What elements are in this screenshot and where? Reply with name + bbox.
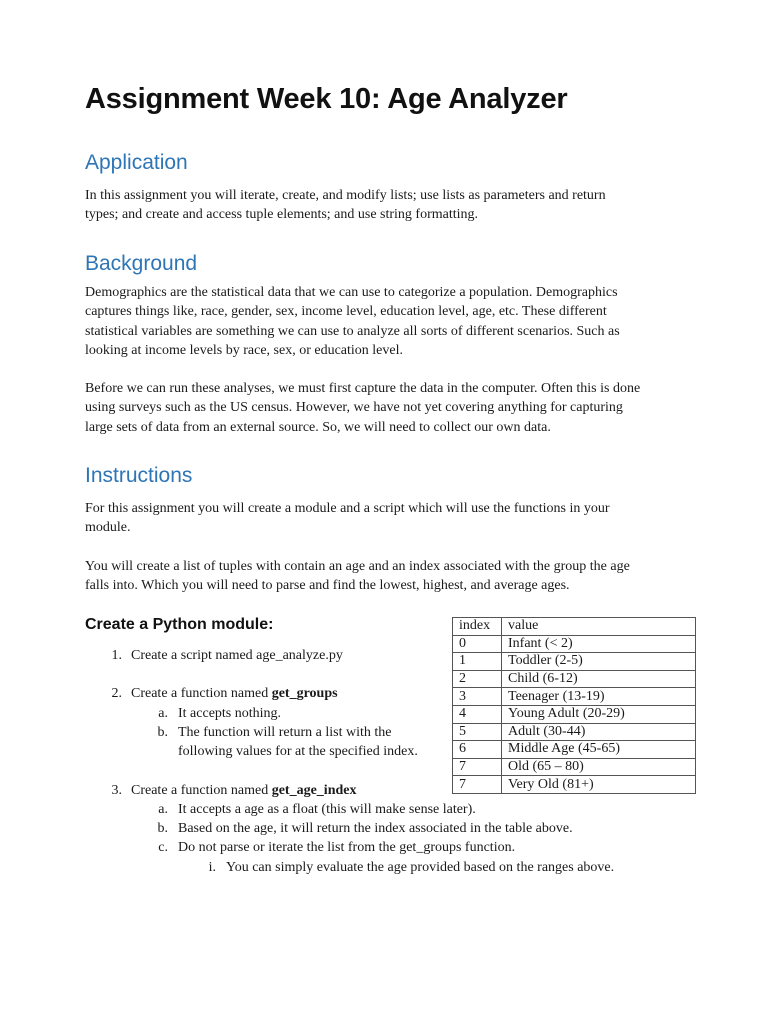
background-paragraph-2 [85, 379, 700, 437]
text-line: module. [85, 520, 131, 536]
list-item-text [178, 723, 418, 762]
application-paragraph [85, 186, 700, 225]
value-cell: Young Adult (20-29) [502, 705, 696, 723]
list-item-text: Create a function named [131, 686, 272, 701]
list-marker: a. [158, 706, 168, 721]
text-line: statistical variables are something we can use to analyze all sorts of different scenarios. Such as [85, 323, 620, 339]
table-row [453, 741, 696, 759]
text-line: using surveys such as the US census. However, we have not yet covering anything for capturing [85, 400, 623, 416]
text-line: You will create a list of tuples with contain an age and an index associated with the group the age [85, 559, 630, 574]
table-row [453, 670, 696, 688]
list-marker: a. [158, 802, 168, 817]
list-item-text: It accepts a age as a float (this will make sense later). [178, 802, 476, 817]
background-heading: Background [85, 252, 198, 275]
table-header-row [453, 618, 696, 636]
function-name-get-age-index: get_age_index [271, 783, 357, 798]
application-heading: Application [85, 151, 188, 174]
text-line: In this assignment you will iterate, create, and modify lists; use lists as parameters and return [85, 188, 606, 203]
list-item-text: Do not parse or iterate the list from the get_groups function. [178, 840, 516, 855]
list-item-text: Create a script named age_analyze.py [131, 648, 343, 663]
instructions-heading: Instructions [85, 464, 193, 487]
list-item-text: You can simply evaluate the age provided based on the ranges above. [226, 860, 615, 875]
index-cell: 7 [453, 758, 502, 776]
list-item-text: Create a function named [131, 783, 272, 798]
table-row [453, 776, 696, 794]
table-row [453, 653, 696, 671]
list-item-text: Based on the age, it will return the index associated in the table above. [178, 821, 573, 836]
list-marker: i. [208, 860, 216, 875]
value-cell: Child (6-12) [502, 670, 696, 688]
index-cell: 4 [453, 705, 502, 723]
value-cell: Old (65 – 80) [502, 758, 696, 776]
index-cell: 3 [453, 688, 502, 706]
age-groups-table [452, 617, 696, 794]
column-header-index: index [453, 618, 502, 636]
table-row [453, 758, 696, 776]
function-name-get-groups: get_groups [271, 686, 338, 701]
index-cell: 5 [453, 723, 502, 741]
index-cell: 1 [453, 653, 502, 671]
table-row [453, 705, 696, 723]
text-line: following values for at the specified index. [178, 744, 418, 760]
document-title: Assignment Week 10: Age Analyzer [85, 83, 568, 115]
text-line: Demographics are the statistical data that we can use to categorize a population. Demographics [85, 285, 618, 300]
value-cell: Very Old (81+) [502, 776, 696, 794]
value-cell: Middle Age (45-65) [502, 741, 696, 759]
instructions-paragraph-1 [85, 499, 700, 538]
table-row [453, 635, 696, 653]
index-cell: 6 [453, 741, 502, 759]
list-marker: b. [157, 725, 168, 740]
table-row [453, 723, 696, 741]
value-cell: Infant (< 2) [502, 635, 696, 653]
table-row [453, 688, 696, 706]
list-item-text: It accepts nothing. [178, 706, 282, 721]
text-line: The function will return a list with the [178, 725, 392, 740]
list-marker: 1. [111, 648, 122, 663]
text-line: Before we can run these analyses, we must first capture the data in the computer. Often this is done [85, 381, 641, 396]
value-cell: Toddler (2-5) [502, 653, 696, 671]
text-line: looking at income levels by race, sex, or education level. [85, 342, 404, 358]
index-cell: 7 [453, 776, 502, 794]
index-cell: 0 [453, 635, 502, 653]
text-line: falls into. Which you will need to parse and find the lowest, highest, and average ages. [85, 578, 570, 594]
text-line: large sets of data from an external source. So, we will need to collect our own data. [85, 419, 551, 435]
module-heading: Create a Python module: [85, 616, 274, 633]
list-marker: b. [157, 821, 168, 836]
instructions-paragraph-2 [85, 557, 700, 596]
text-line: captures things like, race, gender, sex, income level, education level, age, etc. These different [85, 304, 607, 320]
column-header-value: value [502, 618, 696, 636]
value-cell: Teenager (13-19) [502, 688, 696, 706]
text-line: For this assignment you will create a module and a script which will use the functions in your [85, 501, 610, 516]
value-cell: Adult (30-44) [502, 723, 696, 741]
text-line: types; and create and access tuple elements; and use string formatting. [85, 207, 479, 223]
list-marker: c. [158, 840, 168, 855]
index-cell: 2 [453, 670, 502, 688]
background-paragraph-1 [85, 283, 700, 360]
list-marker: 2. [111, 686, 122, 701]
list-marker: 3. [111, 783, 122, 798]
